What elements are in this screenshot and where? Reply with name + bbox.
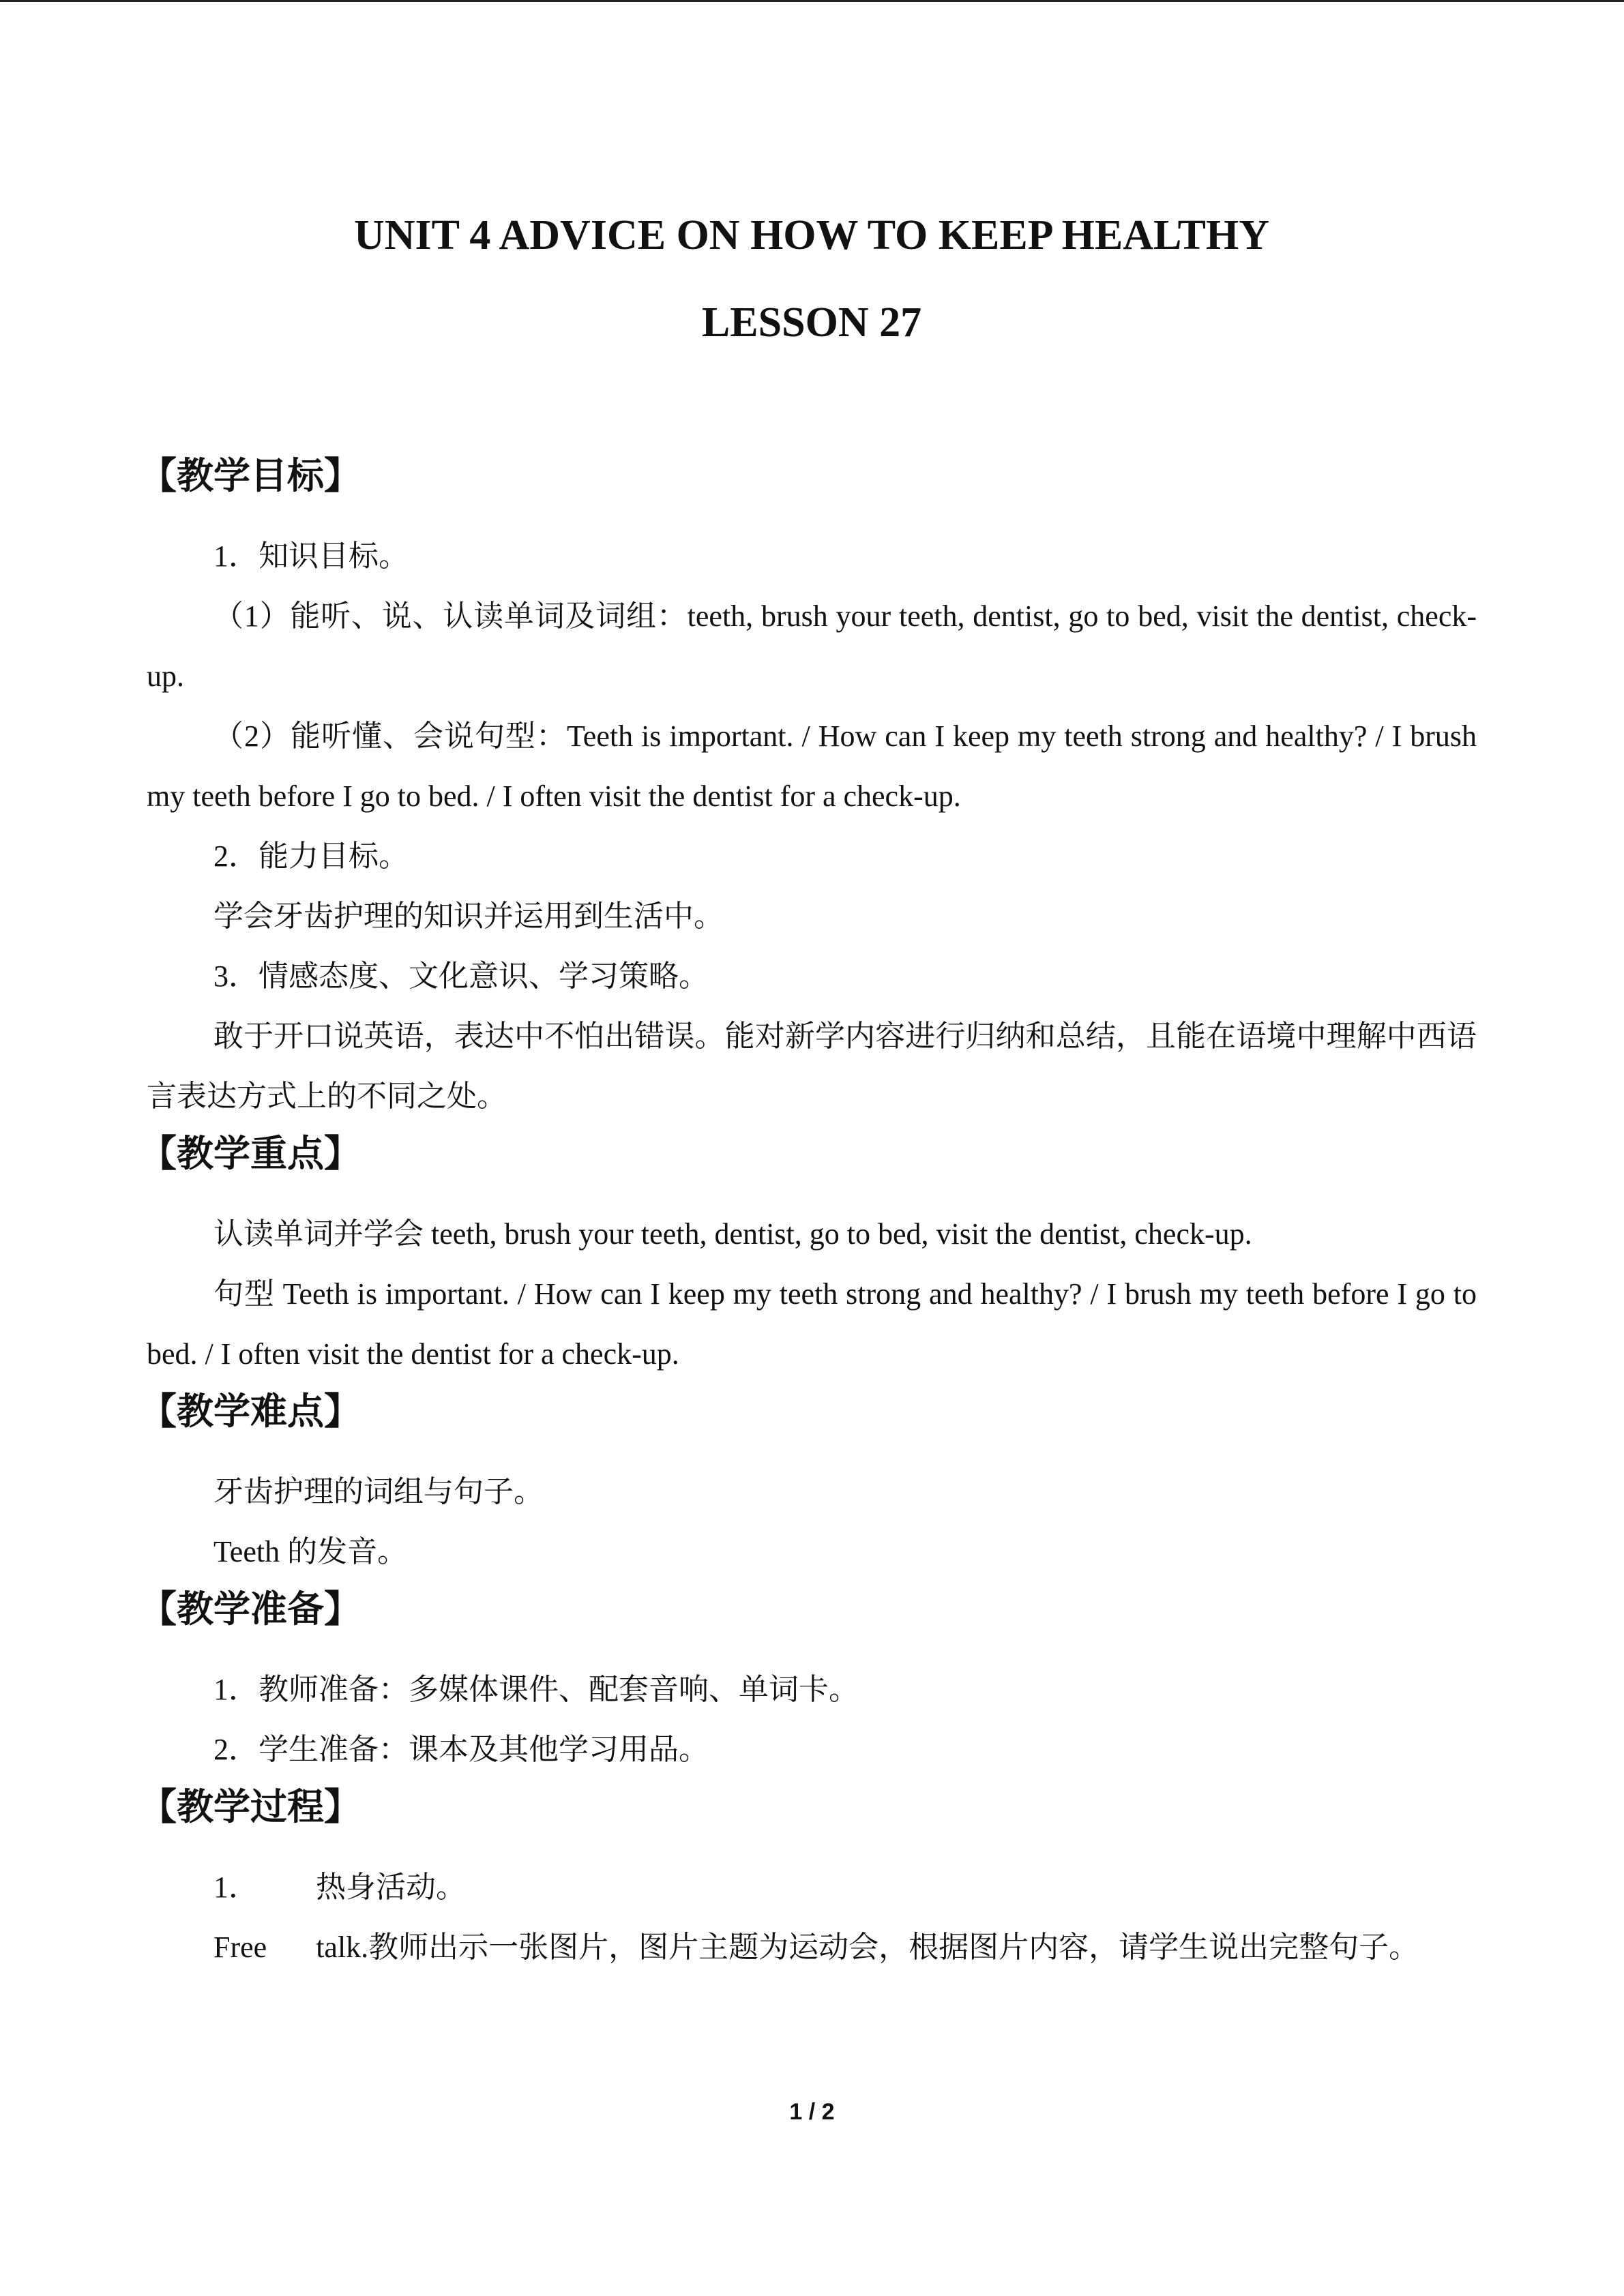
difficulty-phrases: 牙齿护理的词组与句子。 xyxy=(213,1475,544,1508)
preparation-student: 2．学生准备：课本及其他学习用品。 xyxy=(213,1733,709,1766)
free-talk-text: talk.教师出示一张图片，图片主题为运动会，根据图片内容，请学生说出完整句子。 xyxy=(316,1930,1419,1964)
key-point-words: 认读单词并学会 teeth, brush your teeth, dentist, go to bed, visit the dentist, check-up. xyxy=(213,1217,1252,1251)
section-heading-process: 【教学过程】 xyxy=(140,1785,361,1828)
section-heading-difficulties: 【教学难点】 xyxy=(140,1390,361,1433)
objective-words: （1）能听、说、认读单词及词组：teeth, brush your teeth, dentist, go to bed, visit the dentist, check-up. xyxy=(147,599,1477,693)
process-step-text: 热身活动。 xyxy=(316,1870,466,1904)
section-heading-objectives: 【教学目标】 xyxy=(140,454,361,497)
free-talk-word: Free xyxy=(213,1930,267,1964)
process-step-number: 1． xyxy=(213,1870,259,1904)
page-number: 1 / 2 xyxy=(789,2099,835,2125)
document-title: UNIT 4 ADVICE ON HOW TO KEEP HEALTHY xyxy=(354,212,1269,258)
objective-sentences: （2）能听懂、会说句型：Teeth is important. / How can I keep my teeth strong and healthy? / I brush my teeth before I go to bed. / I often visit the dentist for a check-up. xyxy=(147,719,1477,813)
section-heading-key-points: 【教学重点】 xyxy=(140,1132,361,1175)
section-heading-preparation: 【教学准备】 xyxy=(140,1587,361,1630)
objective-knowledge: 1．知识目标。 xyxy=(213,539,409,573)
lesson-title: LESSON 27 xyxy=(701,299,922,346)
top-border-line xyxy=(0,0,1624,2)
preparation-teacher: 1．教师准备：多媒体课件、配套音响、单词卡。 xyxy=(213,1673,859,1706)
document-page xyxy=(140,205,1477,1978)
difficulty-pronunciation: Teeth 的发音。 xyxy=(213,1535,408,1568)
objective-attitude-desc: 敢于开口说英语，表达中不怕出错误。能对新学内容进行归纳和总结，且能在语境中理解中西语言表达方式上的不同之处。 xyxy=(147,1019,1477,1113)
key-point-sentences: 句型 Teeth is important. / How can I keep my teeth strong and healthy? / I brush my teeth before I go to bed. / I often visit the dentist for a check-up. xyxy=(147,1277,1477,1371)
objective-ability-desc: 学会牙齿护理的知识并运用到生活中。 xyxy=(213,899,724,933)
objective-ability: 2．能力目标。 xyxy=(213,839,409,873)
process-free-talk xyxy=(147,1918,1477,1978)
objective-attitude: 3．情感态度、文化意识、学习策略。 xyxy=(213,959,709,993)
process-step-1 xyxy=(147,1858,1477,1918)
